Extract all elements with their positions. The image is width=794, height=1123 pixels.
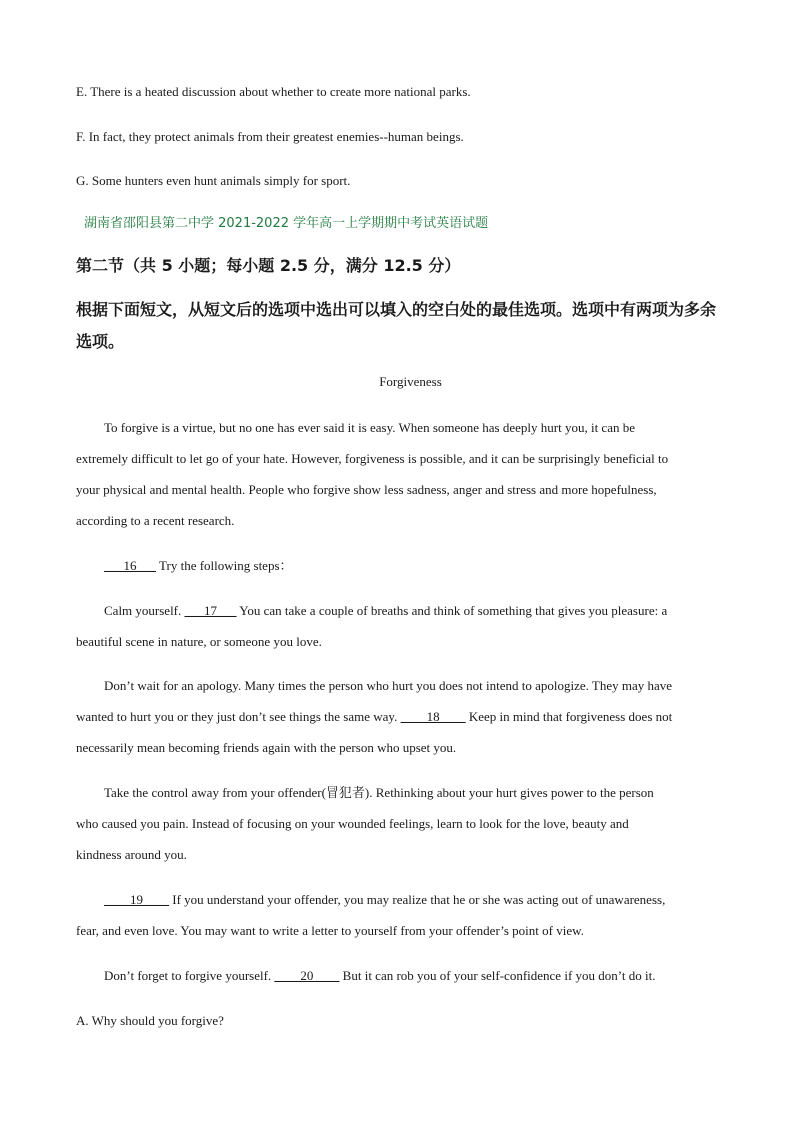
para4-line2-end: Keep in mind that forgiveness does not bbox=[465, 709, 673, 724]
blank-17: ___17___ bbox=[184, 603, 237, 618]
para6-line1 bbox=[104, 892, 665, 908]
para7-line bbox=[104, 968, 655, 984]
blank-19: ____19____ bbox=[104, 892, 169, 907]
blank-20: ____20____ bbox=[274, 968, 340, 983]
para1-line3: your physical and mental health. People who forgive show less sadness, anger and stress and more hopefulness, bbox=[76, 482, 657, 497]
para5-line2: who caused you pain. Instead of focusing on your wounded feelings, learn to look for the love, beauty and bbox=[76, 816, 629, 831]
para7-start: Don’t forget to forgive yourself. bbox=[104, 968, 275, 983]
para7-end: But it can rob you of your self-confidence if you don’t do it. bbox=[339, 968, 656, 983]
para5-line3: kindness around you. bbox=[76, 847, 187, 862]
option-f: F. In fact, they protect animals from their greatest enemies--human beings. bbox=[76, 129, 464, 144]
para2-line bbox=[104, 558, 293, 574]
para2-text: Try the following steps： bbox=[156, 558, 293, 573]
source-caption: 湖南省邵阳县第二中学 2021-2022 学年高一上学期期中考试英语试题 bbox=[84, 216, 489, 231]
para3-line2: beautiful scene in nature, or someone you love. bbox=[76, 634, 322, 649]
para1-line1: To forgive is a virtue, but no one has ever said it is easy. When someone has deeply hurt you, it can be bbox=[104, 420, 635, 435]
para4-line1: Don’t wait for an apology. Many times the person who hurt you does not intend to apologize. They may have bbox=[104, 678, 673, 693]
para3-line1 bbox=[104, 603, 667, 619]
blank-16: ___16___ bbox=[104, 558, 156, 573]
option-g: G. Some hunters even hunt animals simply for sport. bbox=[76, 173, 351, 188]
para3-start: Calm yourself. bbox=[104, 603, 185, 618]
section-heading: 第二节（共 5 小题；每小题 2.5 分，满分 12.5 分） bbox=[76, 256, 461, 275]
option-a: A. Why should you forgive? bbox=[76, 1013, 224, 1028]
para4-line2 bbox=[76, 709, 672, 725]
para3-end: You can take a couple of breaths and think of something that gives you pleasure: a bbox=[236, 603, 668, 618]
para6-line2: fear, and even love. You may want to write a letter to yourself from your offender’s point of view. bbox=[76, 923, 584, 938]
blank-18: ____18____ bbox=[400, 709, 466, 724]
para1-line4: according to a recent research. bbox=[76, 513, 235, 528]
para6-line1-end: If you understand your offender, you may realize that he or she was acting out of unawareness, bbox=[169, 892, 666, 907]
para1-line2: extremely difficult to let go of your hate. However, forgiveness is possible, and it can be surprisingly beneficial to bbox=[76, 451, 669, 466]
instruction-line-2: 选项。 bbox=[76, 332, 125, 351]
option-e: E. There is a heated discussion about whether to create more national parks. bbox=[76, 84, 471, 99]
instruction-line-1: 根据下面短文，从短文后的选项中选出可以填入的空白处的最佳选项。选项中有两项为多余 bbox=[76, 300, 717, 319]
para4-line3: necessarily mean becoming friends again with the person who upset you. bbox=[76, 740, 457, 755]
passage-title: Forgiveness bbox=[379, 374, 442, 389]
para4-line2-start: wanted to hurt you or they just don’t see things the same way. bbox=[76, 709, 401, 724]
para5-line1: Take the control away from your offender(冒犯者). Rethinking about your hurt gives power to the person bbox=[104, 785, 654, 800]
